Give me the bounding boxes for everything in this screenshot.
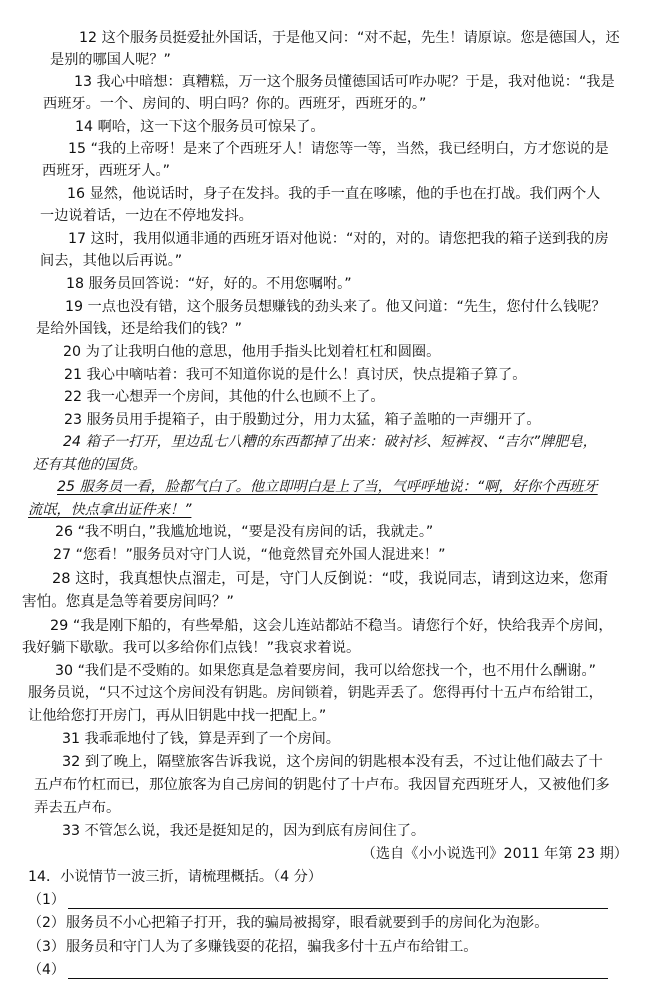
paragraph-19-line-2: 是给外国钱，还是给我们的钱？” bbox=[36, 321, 242, 337]
answer-label-2: （2） bbox=[28, 915, 65, 931]
paragraph-31-line-1: 31 我乖乖地付了钱，算是弄到了一个房间。 bbox=[62, 731, 340, 747]
paragraph-19-line-1: 19 一点也没有错，这个服务员想赚钱的劲头来了。他又问道：“先生，您付什么钱呢？ bbox=[65, 299, 606, 315]
paragraph-17-line-1: 17 这时，我用似通非通的西班牙语对他说：“对的，对的。请您把我的箱子送到我的房 bbox=[68, 231, 609, 247]
paragraph-28-line-1: 28 这时，我真想快点溜走，可是，守门人反倒说：“哎，我说同志，请到这边来，您甭 bbox=[52, 570, 609, 587]
paragraph-13-line-1: 13 我心中暗想：真糟糕，万一这个服务员懂德国话可咋办呢？于是，我对他说：“我是 bbox=[74, 74, 615, 90]
paragraph-27-line-1: 27 “您看！”服务员对守门人说，“他竟然冒充外国人混进来！” bbox=[53, 547, 446, 563]
paragraph-12-line-2: 是别的哪国人呢？” bbox=[50, 52, 171, 68]
paragraph-12-line-1: 12 这个服务员挺爱扯外国话，于是他又问：“对不起，先生！请原谅。您是德国人，还 bbox=[79, 30, 620, 46]
paragraph-15-line-2: 西班牙，西班牙人。” bbox=[42, 163, 170, 179]
paragraph-32-line-1: 32 到了晚上，隔壁旅客告诉我说，这个房间的钥匙根本没有丢，不过让他们敲去了十 bbox=[62, 754, 603, 770]
paragraph-29-line-1: 29 “我是刚下船的，有些晕船，这会儿连站都站不稳当。请您行个好，快给我弄个房间， bbox=[50, 618, 613, 634]
answer-label-4: （4） bbox=[28, 962, 65, 978]
paragraph-13-line-2: 西班牙。一个、房间的、明白吗？你的。西班牙，西班牙的。” bbox=[43, 96, 427, 112]
paragraph-30-line-1: 30 “我们是不受贿的。如果您真是急着要房间，我可以给您找一个，也不用什么酬谢。” bbox=[55, 663, 596, 679]
paragraph-26-line-1: 26 “我不明白，”我尴尬地说，“要是没有房间的话，我就走。” bbox=[55, 524, 434, 540]
answer-text-2: 服务员不小心把箱子打开，我的骗局被揭穿，眼看就要到手的房间化为泡影。 bbox=[66, 915, 549, 931]
paragraph-21-line-1: 21 我心中嘀咕着：我可不知道你说的是什么！真讨厌，快点提箱子算了。 bbox=[64, 367, 527, 383]
answer-blank-1[interactable] bbox=[68, 908, 608, 909]
paragraph-16-line-1: 16 显然，他说话时，身子在发抖。我的手一直在哆嗦，他的手也在打战。我们两个人 bbox=[67, 186, 601, 202]
paragraph-33-line-1: 33 不管怎么说，我还是挺知足的，因为到底有房间住了。 bbox=[62, 823, 426, 839]
paragraph-17-line-2: 间去，其他以后再说。” bbox=[40, 253, 183, 269]
paragraph-30-line-2: 服务员说，“只不过这个房间没有钥匙。房间锁着，钥匙弄丢了。您得再付十五卢布给钳工， bbox=[28, 685, 603, 701]
answer-blank-4[interactable] bbox=[68, 978, 608, 979]
paragraph-20-line-1: 20 为了让我明白他的意思，他用手指头比划着杠杠和圆圈。 bbox=[63, 344, 441, 360]
paragraph-25-line-1: 25 服务员一看，脸都气白了。他立即明白是上了当，气呼呼地说：“啊，好你个西班牙 bbox=[57, 479, 598, 495]
paragraph-24-line-1: 24 箱子一打开，里边乱七八糟的东西都掉了出来：破衬衫、短裤衩、“吉尔”牌肥皂， bbox=[63, 434, 597, 450]
question-prompt: 14．小说情节一波三折，请梳理概括。（4 分） bbox=[28, 869, 323, 885]
paragraph-25-line-2: 流氓，快点拿出证件来！” bbox=[28, 502, 192, 518]
paragraph-32-line-3: 弄去五卢布。 bbox=[34, 800, 121, 816]
paragraph-24-line-2: 还有其他的国货。 bbox=[33, 457, 147, 473]
paragraph-18-line-1: 18 服务员回答说：“好，好的。不用您嘱咐。” bbox=[66, 276, 352, 292]
answer-label-1: （1） bbox=[28, 892, 65, 908]
paragraph-15-line-1: 15 “我的上帝呀！是来了个西班牙人！请您等一等，当然，我已经明白，方才您说的是 bbox=[68, 141, 609, 157]
paragraph-14-line-1: 14 啊哈，这一下这个服务员可惊呆了。 bbox=[75, 119, 325, 135]
paragraph-23-line-1: 23 服务员用手提箱子，由于殷勤过分，用力太猛，箱子盖啪的一声绷开了。 bbox=[64, 412, 541, 428]
paragraph-29-line-2: 我好躺下歇歇。我可以多给你们点钱！”我哀求着说。 bbox=[22, 640, 361, 656]
paragraph-30-line-3: 让他给您打开房门，再从旧钥匙中找一把配上。” bbox=[28, 708, 327, 724]
paragraph-16-line-2: 一边说着话，一边在不停地发抖。 bbox=[40, 208, 253, 224]
paragraph-32-line-2: 五卢布竹杠而已，那位旅客为自己房间的钥匙付了十卢布。我因冒充西班牙人，又被他们多 bbox=[34, 777, 610, 793]
source-citation: （选自《小小说选刊》2011 年第 23 期） bbox=[361, 846, 628, 862]
paragraph-28-line-2: 害怕。您真是急等着要房间吗？” bbox=[22, 593, 234, 610]
answer-text-3: 服务员和守门人为了多赚钱耍的花招，骗我多付十五卢布给钳工。 bbox=[66, 939, 478, 955]
paragraph-22-line-1: 22 我一心想弄一个房间，其他的什么也顾不上了。 bbox=[64, 389, 385, 405]
answer-label-3: （3） bbox=[28, 939, 65, 955]
